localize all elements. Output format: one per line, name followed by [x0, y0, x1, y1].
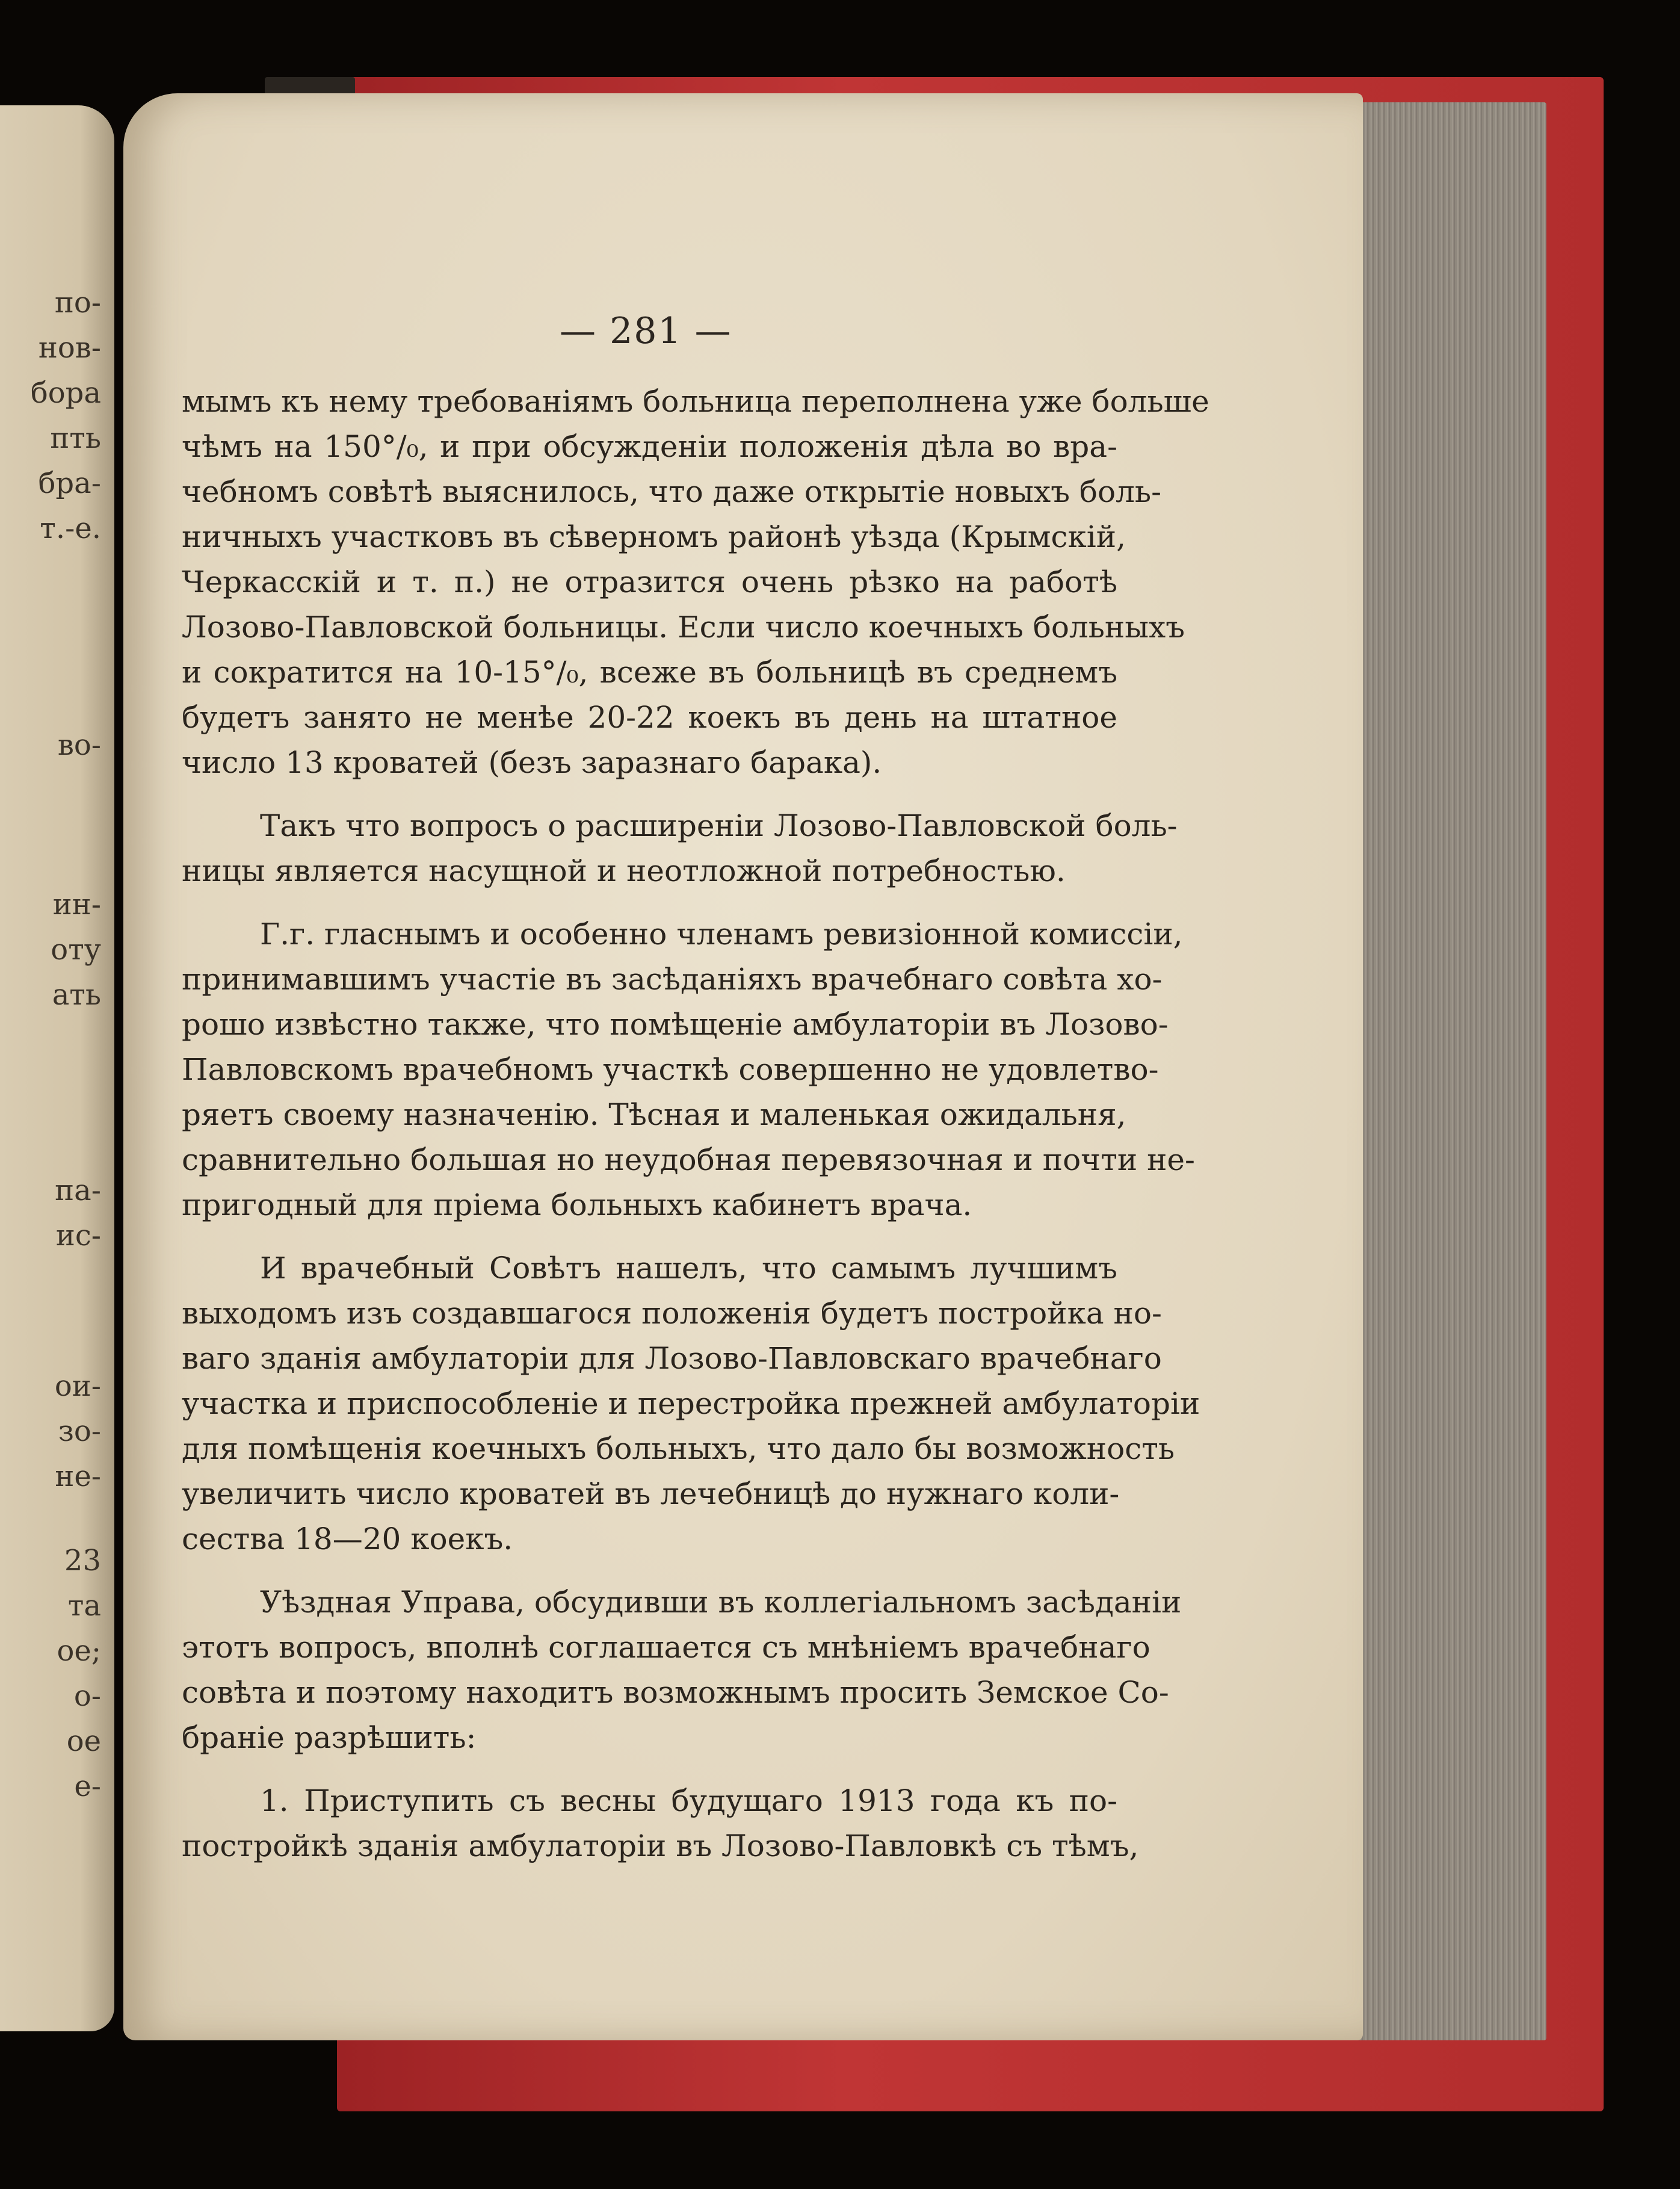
left-page-fragment: бра-: [38, 466, 101, 500]
left-page-fragment: по-: [54, 286, 101, 320]
text-line: сества 18—20 коекъ.: [182, 1522, 513, 1556]
left-page-fragment: па-: [55, 1174, 101, 1207]
text-line: Павловскомъ врачебномъ участкѣ совершенно не удовлетво-: [182, 1052, 1159, 1087]
text-line: ваго зданія амбулаторіи для Лозово-Павловскаго врачебнаго: [182, 1341, 1162, 1376]
text-line: ряетъ своему назначенію. Тѣсная и маленькая ожидальня,: [182, 1097, 1126, 1132]
text-line: выходомъ изъ создавшагося положенія будетъ постройка но-: [182, 1296, 1162, 1331]
left-page-fragment: во-: [57, 728, 101, 762]
left-page: [0, 105, 114, 2031]
left-page-fragment: оту: [51, 933, 101, 967]
page-number: — 281 —: [560, 310, 732, 352]
left-page-fragment: 23: [64, 1544, 101, 1578]
text-line: мымъ къ нему требованіямъ больница переполнена уже больше: [182, 384, 1209, 419]
left-page-fragment: ое;: [57, 1634, 101, 1668]
left-page-fragment: та: [67, 1589, 101, 1623]
left-page-fragment: ать: [52, 978, 101, 1012]
text-line: число 13 кроватей (безъ заразнаго барака).: [182, 745, 882, 780]
text-line: пригодный для пріема больныхъ кабинетъ врача.: [182, 1187, 972, 1222]
left-page-fragment: нов-: [38, 331, 101, 365]
text-line: будетъ занято не менѣе 20-22 коекъ въ день на штатное: [182, 700, 1117, 735]
left-page-fragment: зо-: [58, 1414, 101, 1448]
text-line: Лозово-Павловской больницы. Если число коечныхъ больныхъ: [182, 610, 1185, 645]
text-line: браніе разрѣшить:: [182, 1720, 477, 1755]
text-line: этотъ вопросъ, вполнѣ соглашается съ мнѣніемъ врачебнаго: [182, 1630, 1150, 1665]
left-page-fragment: т.-е.: [40, 512, 101, 545]
text-line: ничныхъ участковъ въ сѣверномъ районѣ уѣзда (Крымскій,: [182, 519, 1126, 554]
text-line: Черкасскій и т. п.) не отразится очень рѣзко на работѣ: [182, 565, 1117, 599]
text-line: и сократится на 10-15°/₀, всеже въ больницѣ въ среднемъ: [182, 655, 1117, 690]
page-edges: [1348, 102, 1546, 2040]
text-line: сравнительно большая но неудобная перевязочная и почти не-: [182, 1142, 1195, 1177]
text-line: чебномъ совѣтѣ выяснилось, что даже открытіе новыхъ боль-: [182, 474, 1162, 509]
left-page-fragment: о-: [73, 1679, 101, 1713]
left-page-fragment: е-: [74, 1769, 101, 1803]
left-page-fragment: ои-: [54, 1369, 101, 1403]
text-line: участка и приспособленіе и перестройка прежней амбулаторіи: [182, 1386, 1200, 1421]
text-line: Уѣздная Управа, обсудивши въ коллегіальномъ засѣданіи: [260, 1585, 1182, 1620]
left-page-fragment: ин-: [52, 888, 101, 921]
body-text: [182, 379, 1209, 1869]
bookmark-tab: [265, 77, 355, 95]
text-line: для помѣщенія коечныхъ больныхъ, что дало бы возможность: [182, 1431, 1175, 1466]
left-page-fragment: бора: [30, 376, 101, 410]
text-line: рошо извѣстно также, что помѣщеніе амбулаторіи въ Лозово-: [182, 1007, 1169, 1042]
text-line: чѣмъ на 150°/₀, и при обсужденіи положенія дѣла во вра-: [182, 429, 1117, 464]
text-line: 1. Приступить съ весны будущаго 1913 года къ по-: [260, 1783, 1117, 1818]
text-line: принимавшимъ участіе въ засѣданіяхъ врачебнаго совѣта хо-: [182, 962, 1163, 997]
text-line: увеличить число кроватей въ лечебницѣ до нужнаго коли-: [182, 1476, 1120, 1511]
left-page-fragment: ис-: [55, 1219, 101, 1252]
text-line: ницы является насущной и неотложной потребностью.: [182, 853, 1066, 888]
text-line: Такъ что вопросъ о расширеніи Лозово-Павловской боль-: [260, 808, 1178, 843]
text-line: постройкѣ зданія амбулаторіи въ Лозово-Павловкѣ съ тѣмъ,: [182, 1828, 1139, 1863]
text-line: совѣта и поэтому находитъ возможнымъ просить Земское Со-: [182, 1675, 1169, 1710]
text-line: И врачебный Совѣтъ нашелъ, что самымъ лучшимъ: [260, 1251, 1117, 1286]
left-page-fragment: не-: [55, 1460, 101, 1493]
text-line: Г.г. гласнымъ и особенно членамъ ревизіонной комиссіи,: [260, 917, 1183, 952]
left-page-fragment: пть: [50, 421, 101, 455]
left-page-fragment: ое: [66, 1724, 101, 1758]
